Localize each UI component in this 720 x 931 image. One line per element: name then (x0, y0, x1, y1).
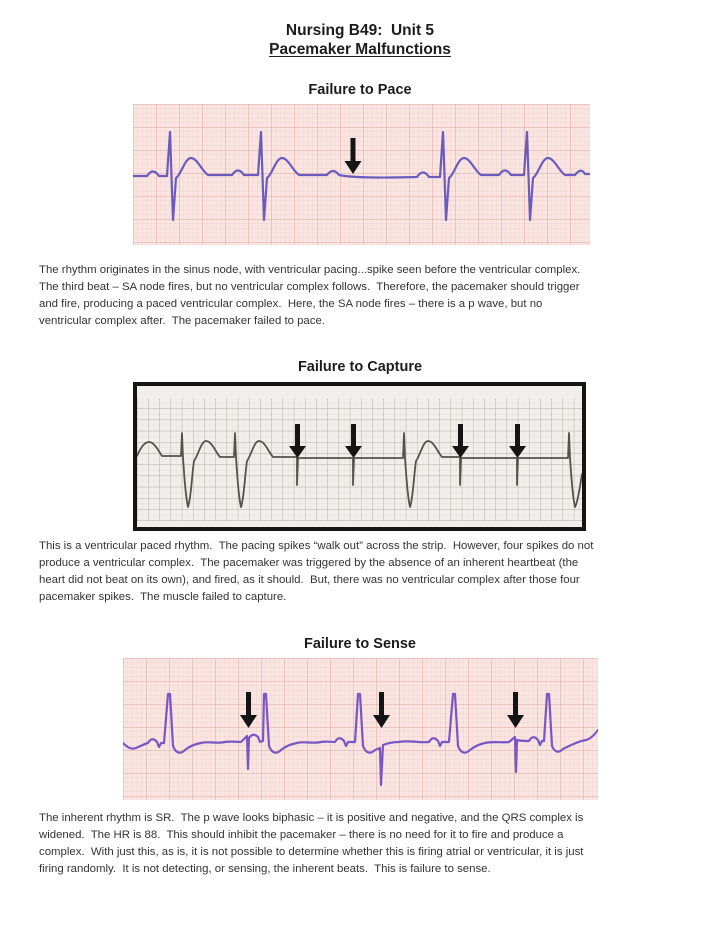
page-subtitle: Pacemaker Malfunctions (269, 41, 451, 58)
section-description (39, 810, 583, 878)
text-line: The rhythm originates in the sinus node, with ventricular pacing...spike seen before the ventricular complex. (39, 264, 581, 276)
text-line: This is a ventricular paced rhythm. The pacing spikes “walk out” across the strip. However, four spikes do not (39, 540, 594, 552)
section-description (39, 262, 580, 330)
section-heading: Failure to Capture (297, 359, 423, 375)
text-line: ventricular complex after. The pacemaker failed to pace. (39, 315, 325, 327)
text-line: The inherent rhythm is SR. The p wave looks biphasic – it is positive and negative, and the QRS complex is (39, 812, 584, 824)
text-line: The third beat – SA node fires, but no ventricular complex follows. Therefore, the pacemaker should trigger (39, 281, 580, 293)
text-line: complex. With just this, as is, it is not possible to determine whether this is firing atrial or ventricular, it is just (39, 846, 584, 858)
text-line: produce a ventricular complex. The pacemaker was triggered by the absence of an inherent heartbeat (the (39, 557, 579, 569)
section-heading: Failure to Sense (303, 636, 416, 652)
ecg-strip-failure-to-sense (123, 658, 598, 800)
ecg-strip-failure-to-capture (137, 386, 582, 527)
ecg-strip-frame (133, 382, 586, 531)
text-line: firing randomly. It is not detecting, or sensing, the inherent beats. This is failure to sense. (39, 863, 491, 875)
text-line: heart did not beat on its own), and fired, as it should. But, there was no ventricular complex after those four (39, 574, 580, 586)
page-title: Nursing B49: Unit 5 (285, 22, 435, 39)
ecg-grid-major (123, 658, 598, 800)
ecg-grid-major (137, 398, 582, 521)
section-heading: Failure to Pace (308, 82, 412, 98)
ecg-strip-failure-to-pace (133, 104, 590, 245)
text-line: widened. The HR is 88. This should inhibit the pacemaker – there is no need for it to fire and produce a (39, 829, 564, 841)
section-description (39, 538, 593, 606)
text-line: and fire, producing a paced ventricular complex. Here, the SA node fires – there is a p wave, but no (39, 298, 543, 310)
text-line: pacemaker spikes. The muscle failed to capture. (39, 591, 287, 603)
